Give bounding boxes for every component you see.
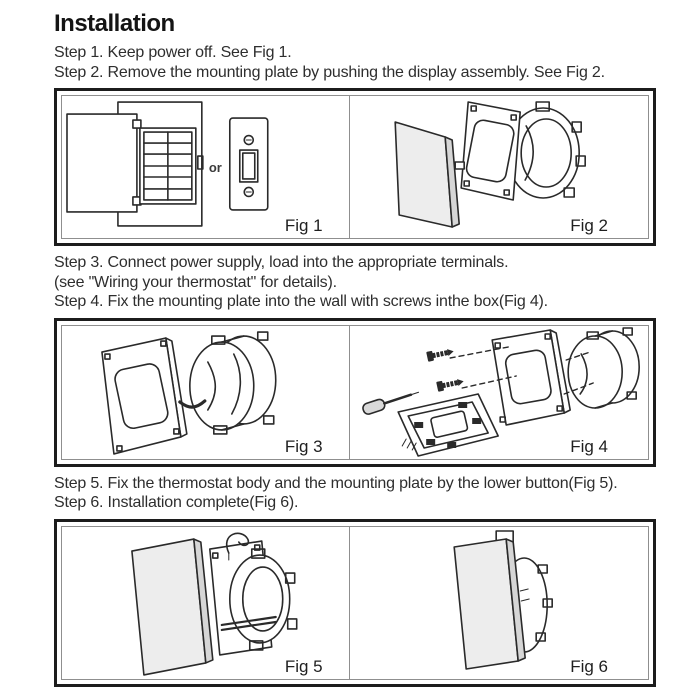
page-title: Installation bbox=[54, 10, 175, 37]
thermostat-base-icon bbox=[398, 394, 498, 456]
fig6-panel bbox=[349, 527, 648, 679]
fig3-label: Fig 3 bbox=[284, 436, 323, 456]
round-wall-box-icon bbox=[190, 332, 276, 434]
steps-block-1 bbox=[54, 43, 656, 82]
step-6-text: Step 6. Installation complete(Fig 6). bbox=[54, 494, 299, 511]
breaker-panel-icon bbox=[67, 102, 203, 226]
steps-block-3 bbox=[54, 474, 656, 513]
assembled-thermostat-icon bbox=[454, 539, 529, 669]
screw-icon bbox=[426, 346, 454, 361]
step-3-text-line1: Step 3. Connect power supply, load into the appropriate terminals. bbox=[54, 254, 509, 271]
figure-box-1 bbox=[54, 88, 656, 246]
steps-block-2 bbox=[54, 253, 656, 312]
fig4-label: Fig 4 bbox=[570, 436, 608, 456]
fig6-label: Fig 6 bbox=[570, 656, 608, 676]
step-3-text-line2: (see "Wiring your thermostat" for details). bbox=[54, 273, 337, 291]
fig2-panel bbox=[349, 96, 648, 238]
fig3-panel bbox=[62, 326, 349, 459]
step-2-text: Step 2. Remove the mounting plate by pushing the display assembly. See Fig 2. bbox=[54, 63, 605, 81]
step-4-text: Step 4. Fix the mounting plate into the wall with screws inthe box(Fig 4). bbox=[54, 293, 548, 310]
step-1-text: Step 1. Keep power off. See Fig 1. bbox=[54, 44, 292, 61]
display-panel-icon bbox=[395, 122, 459, 227]
step-5-text: Step 5. Fix the thermostat body and the mounting plate by the lower button(Fig 5). bbox=[54, 474, 618, 492]
round-wall-box-icon bbox=[568, 328, 639, 408]
or-text: or bbox=[208, 159, 222, 175]
fig5-label: Fig 5 bbox=[284, 656, 323, 676]
fig2-label: Fig 2 bbox=[570, 216, 608, 235]
fig5-panel bbox=[62, 527, 349, 679]
screw-icon bbox=[436, 376, 464, 391]
mounting-plate-icon bbox=[492, 330, 570, 425]
light-switch-icon bbox=[230, 118, 268, 210]
mounting-plate-icon bbox=[102, 338, 187, 454]
fig1-panel bbox=[62, 96, 349, 238]
fig1-label: Fig 1 bbox=[284, 216, 323, 235]
mounting-plate-icon bbox=[461, 102, 520, 200]
fig4-panel bbox=[349, 326, 648, 459]
display-panel-icon bbox=[132, 539, 213, 675]
figure-box-2 bbox=[54, 318, 656, 467]
figure-box-3 bbox=[54, 519, 656, 687]
